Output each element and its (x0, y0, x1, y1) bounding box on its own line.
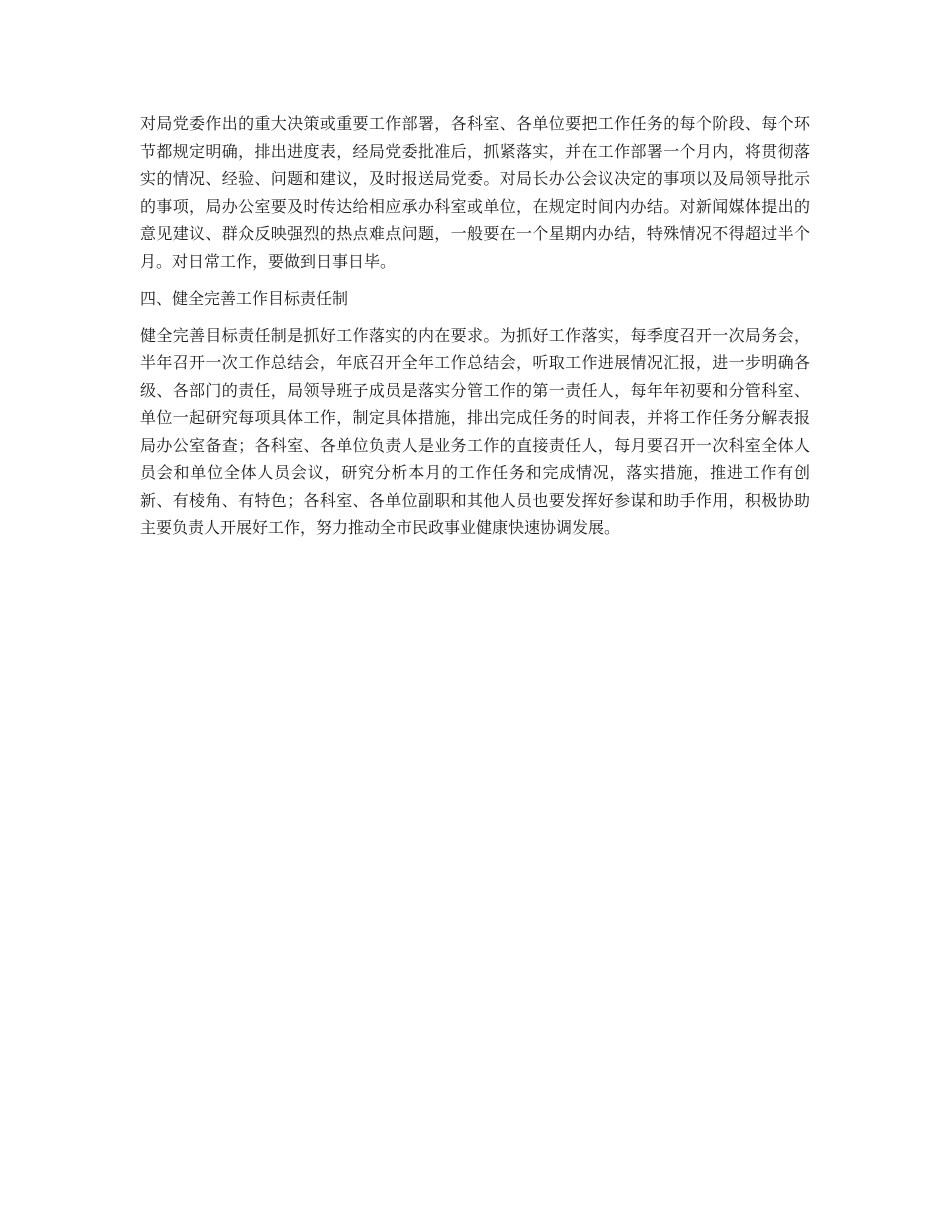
section-heading: 四、健全完善工作目标责任制 (140, 289, 349, 308)
body-paragraph: 对局党委作出的重大决策或重要工作部署，各科室、各单位要把工作任务的每个阶段、每个环节都规定明确，排出进度表，经局党委批准后，抓紧落实，并在工作部署一个月内，将贯彻落实的情况、经验、问题和建议，及时报送局党委。对局长办公会议决定的事项以及局领导批示的事项，局办公室要及时传达给相应承办科室或单位，在规定时间内办结。对新闻媒体提出的意见建议、群众反映强烈的热点难点问题，一般要在一个星期内办结，特殊情况不得超过半个月。对日常工作，要做到日事日毕。 (140, 114, 810, 271)
document-page (140, 110, 810, 542)
body-paragraph: 健全完善目标责任制是抓好工作落实的内在要求。为抓好工作落实，每季度召开一次局务会，半年召开一次工作总结会，年底召开全年工作总结会，听取工作进展情况汇报，进一步明确各级、各部门的责任，局领导班子成员是落实分管工作的第一责任人，每年年初要和分管科室、单位一起研究每项具体工作，制定具体措施，排出完成任务的时间表，并将工作任务分解表报局办公室备查；各科室、各单位负责人是业务工作的直接责任人，每月要召开一次科室全体人员会和单位全体人员会议，研究分析本月的工作任务和完成情况，落实措施，推进工作有创新、有棱角、有特色；各科室、各单位副职和其他人员也要发挥好参谋和助手作用，积极协助主要负责人开展好工作，努力推动全市民政事业健康快速协调发展。 (140, 325, 810, 537)
